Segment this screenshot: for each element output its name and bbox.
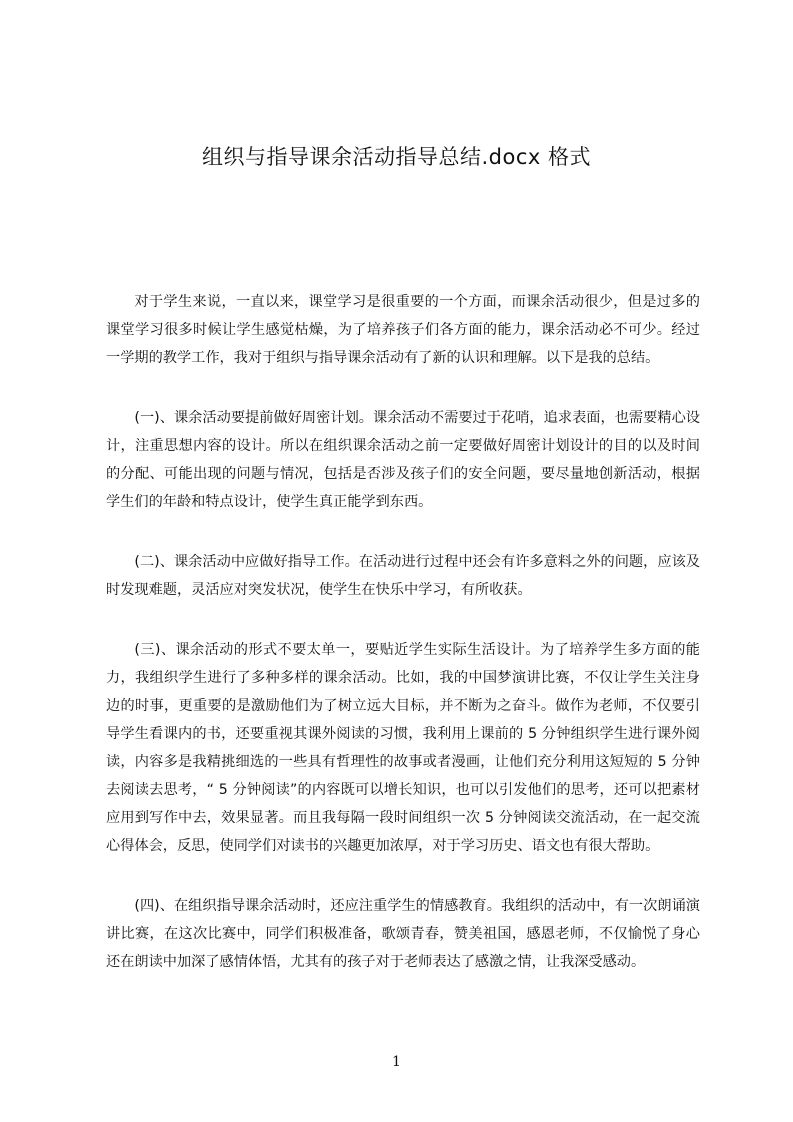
paragraph-intro: 对于学生来说，一直以来，课堂学习是很重要的一个方面，而课余活动很少，但是过多的课堂学习很多时候让学生感觉枯燥，为了培养孩子们各方面的能力，课余活动必不可少。经过一学期的教学工作，我对于组织与指导课余活动有了新的认识和理解。以下是我的总结。 (106, 294, 700, 366)
paragraph-section-4: (四)、在组织指导课余活动时，还应注重学生的情感教育。我组织的活动中，有一次朗诵演讲比赛，在这次比赛中，同学们积极准备，歌颂青春，赞美祖国，感恩老师，不仅愉悦了身心还在朗读中加深了感情体悟，尤其有的孩子对于老师表达了感激之情，让我深受感动。 (106, 898, 700, 970)
paragraph-section-3: (三)、课余活动的形式不要太单一，要贴近学生实际生活设计。为了培养学生多方面的能力，我组织学生进行了多种多样的课余活动。比如，我的中国梦演讲比赛，不仅让学生关注身边的时事，更重要的是激励他们为了树立远大目标，并不断为之奋斗。做作为老师，不仅要引导学生看课内的书，还要重视其课外阅读的习惯，我利用上课前的 5 分钟组织学生进行课外阅读，内容多是我精挑细选的一些具有哲理性的故事或者漫画，让他们充分利用这短短的 5 分钟去阅读去思考，“ 5 分钟阅读”的内容既可以增长知识，也可以引发他们的思考，还可以把素材应用到写作中去，效果显著。而且我每隔一段时间组织一次 5 分钟阅读交流活动，在一起交流心得体会，反思，使同学们对读书的兴趣更加浓厚，对于学习历史、语文也有很大帮助。 (106, 642, 700, 854)
page-number: 1 (392, 1054, 401, 1070)
paragraph-section-2: (二)、课余活动中应做好指导工作。在活动进行过程中还会有许多意料之外的问题，应该及时发现难题，灵活应对突发状况，使学生在快乐中学习，有所收获。 (106, 554, 700, 598)
document-title: 组织与指导课余活动指导总结.docx 格式 (201, 145, 591, 169)
paragraph-section-1: (一)、课余活动要提前做好周密计划。课余活动不需要过于花哨，追求表面，也需要精心设计，注重思想内容的设计。所以在组织课余活动之前一定要做好周密计划设计的目的以及时间的分配、可能出现的问题与情况，包括是否涉及孩子们的安全问题，要尽量地创新活动，根据学生们的年龄和特点设计，使学生真正能学到东西。 (106, 410, 700, 510)
document-body (106, 288, 700, 1008)
